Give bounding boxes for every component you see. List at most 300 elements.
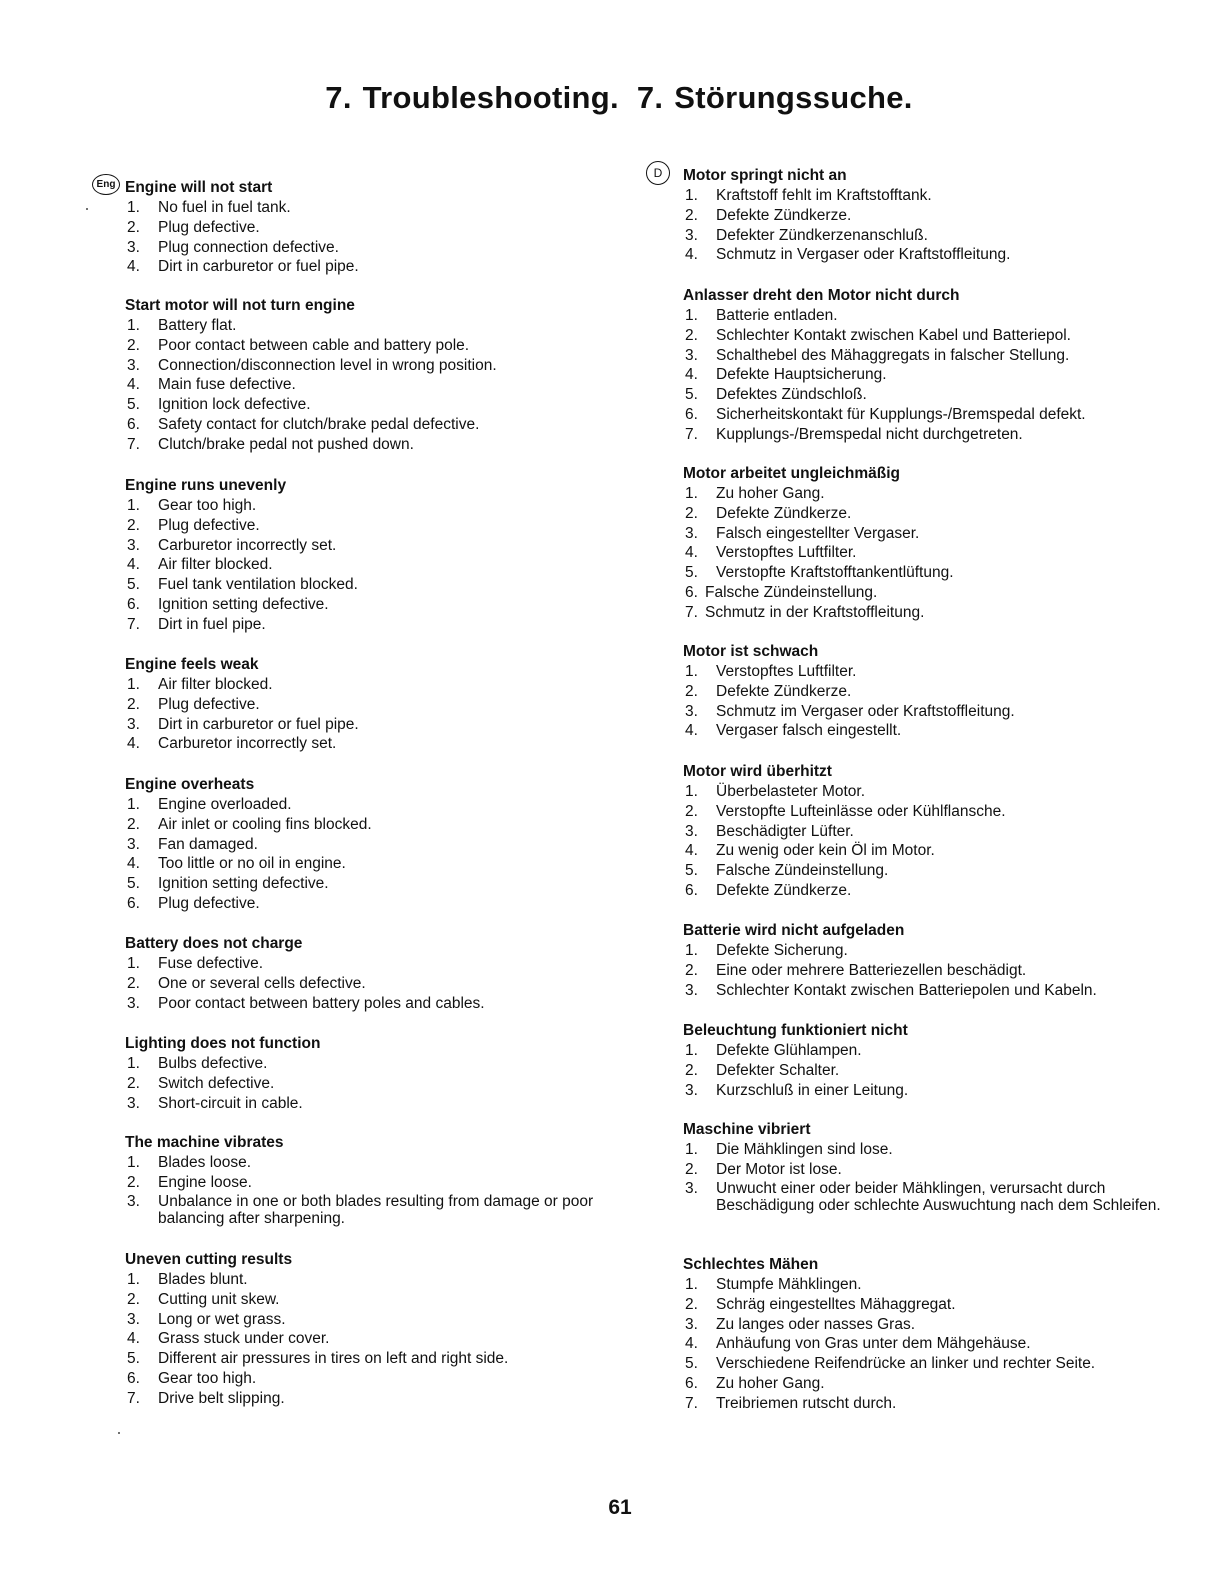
item-number: 3.: [127, 238, 140, 256]
item-number: 1.: [685, 1276, 698, 1293]
item-text: Air filter blocked.: [158, 676, 273, 693]
section-heading: Start motor will not turn engine: [125, 297, 355, 314]
list-item: [125, 516, 625, 536]
list-item: [683, 881, 1173, 901]
item-number: 1.: [685, 1141, 698, 1158]
fault-list: [683, 1275, 1173, 1414]
item-text: Clutch/brake pedal not pushed down.: [158, 435, 414, 453]
list-item: [683, 583, 1173, 603]
item-text: Defekter Schalter.: [716, 1061, 840, 1079]
list-item: [125, 695, 625, 715]
item-number: 4.: [685, 842, 698, 860]
list-item: [125, 795, 625, 815]
item-number: 3.: [127, 994, 140, 1012]
item-number: 3.: [685, 346, 698, 364]
item-text: Long or wet grass.: [158, 1310, 286, 1328]
item-text: Gear too high.: [158, 1369, 257, 1387]
item-number: 6.: [127, 595, 140, 613]
item-number: 4.: [127, 376, 140, 394]
item-number: 2.: [685, 504, 698, 522]
list-item: [125, 356, 625, 376]
item-text: Verschiedene Reifendrücke an linker und rechter Seite.: [716, 1355, 1096, 1373]
list-item: [125, 555, 625, 575]
german-section: [683, 1021, 1173, 1100]
item-text: Safety contact for clutch/brake pedal defective.: [158, 415, 480, 433]
item-text: Switch defective.: [158, 1074, 275, 1092]
item-number: 2.: [685, 1295, 698, 1313]
section-heading: Batterie wird nicht aufgeladen: [683, 922, 905, 939]
item-number: 3.: [127, 1192, 140, 1210]
item-number: 3.: [685, 1315, 698, 1333]
item-text: Falsch eingestellter Vergaser.: [716, 524, 920, 542]
item-number: 4.: [685, 366, 698, 384]
item-text: Verstopftes Luftfilter.: [716, 663, 857, 680]
list-item: [125, 954, 625, 974]
item-text: Defekte Hauptsicherung.: [716, 366, 887, 384]
item-text: Falsche Zündeinstellung.: [716, 862, 889, 880]
title-english: 7. Troubleshooting.: [325, 80, 619, 115]
item-text: Air inlet or cooling fins blocked.: [158, 815, 372, 833]
list-item: [683, 802, 1173, 822]
item-text: Vergaser falsch eingestellt.: [716, 722, 902, 740]
item-text: Defektes Zündschloß.: [716, 386, 867, 404]
list-item: [683, 961, 1173, 981]
item-text: Die Mähklingen sind lose.: [716, 1141, 893, 1158]
item-text: Defekte Zündkerze.: [716, 504, 852, 522]
list-item: [125, 1153, 625, 1173]
list-item: [683, 226, 1173, 246]
item-number: 1.: [127, 497, 140, 514]
item-text: Schlechter Kontakt zwischen Kabel und Batteriepol.: [716, 326, 1071, 344]
item-number: 2.: [685, 961, 698, 979]
item-text: Defekte Glühlampen.: [716, 1042, 862, 1059]
item-number: 3.: [685, 524, 698, 542]
item-text: Anhäufung von Gras unter dem Mähgehäuse.: [716, 1335, 1031, 1353]
item-number: 7.: [685, 603, 698, 621]
item-text: Defekter Zündkerzenanschluß.: [716, 226, 928, 244]
item-text: Dirt in fuel pipe.: [158, 615, 266, 633]
item-text: Sicherheitskontakt für Kupplungs-/Bremspedal defekt.: [716, 405, 1086, 423]
item-number: 2.: [127, 516, 140, 534]
item-number: 2.: [127, 1074, 140, 1092]
item-number: 5.: [127, 576, 140, 594]
item-number: 1.: [127, 1055, 140, 1072]
item-number: 4.: [685, 722, 698, 740]
section-heading: Anlasser dreht den Motor nicht durch: [683, 287, 960, 304]
item-number: 6.: [685, 1374, 698, 1392]
list-item: [125, 415, 625, 435]
german-section: [683, 166, 1173, 265]
list-item: [125, 1310, 625, 1330]
item-text: Plug defective.: [158, 218, 260, 236]
item-text: Poor contact between cable and battery pole.: [158, 336, 470, 354]
item-number: 1.: [685, 942, 698, 959]
item-number: 4.: [685, 1335, 698, 1353]
item-number: 6.: [685, 881, 698, 899]
item-text: Bulbs defective.: [158, 1055, 268, 1072]
list-item: [125, 1193, 625, 1229]
list-item: [125, 257, 625, 277]
list-item: [683, 346, 1173, 366]
item-text: Too little or no oil in engine.: [158, 855, 346, 873]
list-item: [683, 186, 1173, 206]
german-section: [683, 1120, 1173, 1216]
german-section: [683, 286, 1173, 445]
section-heading: Beleuchtung funktioniert nicht: [683, 1022, 908, 1039]
item-number: 5.: [127, 396, 140, 414]
list-item: [125, 894, 625, 914]
item-number: 1.: [127, 199, 140, 216]
list-item: [683, 1354, 1173, 1374]
item-number: 4.: [685, 544, 698, 562]
item-text: Batterie entladen.: [716, 307, 838, 324]
item-number: 3.: [127, 835, 140, 853]
item-number: 3.: [685, 226, 698, 244]
section-heading: Engine will not start: [125, 179, 273, 196]
item-text: Fuel tank ventilation blocked.: [158, 576, 358, 594]
item-text: Poor contact between battery poles and cables.: [158, 994, 485, 1012]
german-section: [683, 921, 1173, 1000]
item-text: Different air pressures in tires on left and right side.: [158, 1350, 509, 1368]
item-number: 3.: [685, 1179, 698, 1197]
item-text: Carburetor incorrectly set.: [158, 536, 337, 554]
list-item: [683, 1394, 1173, 1414]
list-item: [683, 941, 1173, 961]
list-item: [683, 1374, 1173, 1394]
section-heading: Engine feels weak: [125, 656, 259, 673]
item-text: Überbelasteter Motor.: [716, 783, 866, 800]
item-text: Plug defective.: [158, 894, 260, 912]
item-text: Zu langes oder nasses Gras.: [716, 1315, 916, 1333]
item-text: Gear too high.: [158, 497, 257, 514]
list-item: [125, 615, 625, 635]
list-item: [683, 822, 1173, 842]
list-item: [683, 1061, 1173, 1081]
list-item: [125, 835, 625, 855]
list-item: [683, 306, 1173, 326]
fault-list: [683, 941, 1173, 1000]
list-item: [125, 575, 625, 595]
section-heading: Lighting does not function: [125, 1035, 321, 1052]
item-number: 3.: [685, 822, 698, 840]
item-text: Verstopftes Luftfilter.: [716, 544, 857, 562]
item-text: Schräg eingestelltes Mähaggregat.: [716, 1295, 956, 1313]
item-number: 1.: [127, 676, 140, 693]
item-text: Schmutz in der Kraftstoffleitung.: [705, 603, 925, 621]
list-item: [125, 1329, 625, 1349]
item-number: 2.: [127, 974, 140, 992]
list-item: [683, 563, 1173, 583]
section-heading: Maschine vibriert: [683, 1121, 811, 1138]
item-text: Carburetor incorrectly set.: [158, 735, 337, 753]
item-number: 3.: [685, 702, 698, 720]
english-section: [125, 655, 625, 754]
fault-list: [125, 675, 625, 754]
section-heading: Engine overheats: [125, 776, 255, 793]
section-heading: Motor ist schwach: [683, 643, 819, 660]
item-number: 1.: [127, 955, 140, 972]
item-number: 2.: [685, 1061, 698, 1079]
english-section: [125, 775, 625, 914]
item-number: 7.: [685, 425, 698, 443]
item-number: 3.: [685, 981, 698, 999]
list-item: [125, 536, 625, 556]
item-number: 1.: [127, 1271, 140, 1288]
list-item: [125, 715, 625, 735]
list-item: [683, 326, 1173, 346]
list-item: [683, 504, 1173, 524]
item-text: Battery flat.: [158, 317, 237, 334]
item-number: 6.: [127, 1369, 140, 1387]
list-item: [125, 1173, 625, 1193]
item-text: Connection/disconnection level in wrong position.: [158, 356, 497, 374]
list-item: [683, 782, 1173, 802]
page-number: 61: [608, 1496, 632, 1519]
item-text: Schmutz in Vergaser oder Kraftstoffleitung.: [716, 246, 1011, 264]
list-item: [683, 1160, 1173, 1180]
list-item: [683, 861, 1173, 881]
list-item: [125, 1054, 625, 1074]
print-speck: [86, 208, 88, 210]
german-section: [683, 464, 1173, 623]
list-item: [125, 238, 625, 258]
list-item: [683, 524, 1173, 544]
item-text: Engine loose.: [158, 1173, 252, 1191]
item-text: Fan damaged.: [158, 835, 258, 853]
item-number: 2.: [685, 326, 698, 344]
fault-list: [683, 484, 1173, 623]
item-text: Plug connection defective.: [158, 238, 339, 256]
list-item: [125, 1074, 625, 1094]
list-item: [683, 721, 1173, 741]
list-item: [683, 484, 1173, 504]
list-item: [125, 435, 625, 455]
section-heading: Motor wird überhitzt: [683, 763, 832, 780]
item-text: Ignition setting defective.: [158, 595, 329, 613]
item-number: 1.: [685, 783, 698, 800]
item-text: Defekte Zündkerze.: [716, 682, 852, 700]
list-item: [125, 198, 625, 218]
fault-list: [125, 1153, 625, 1229]
item-text: Schalthebel des Mähaggregats in falscher Stellung.: [716, 346, 1070, 364]
list-item: [683, 841, 1173, 861]
item-number: 3.: [127, 715, 140, 733]
item-number: 7.: [127, 1389, 140, 1407]
item-text: Unwucht einer oder beider Mähklingen, verursacht durch Beschädigung oder schlechte Auswuchtung nach dem Schleifen.: [716, 1179, 1161, 1214]
item-text: Beschädigter Lüfter.: [716, 822, 854, 840]
item-number: 1.: [127, 796, 140, 813]
item-text: Grass stuck under cover.: [158, 1330, 330, 1348]
list-item: [683, 425, 1173, 445]
item-number: 1.: [685, 187, 698, 204]
english-section: [125, 1034, 625, 1113]
page-title: [0, 80, 1220, 116]
title-german: 7. Störungssuche.: [636, 80, 913, 115]
item-number: 2.: [127, 1173, 140, 1191]
item-number: 6.: [685, 405, 698, 423]
german-section: [683, 762, 1173, 901]
list-item: [125, 815, 625, 835]
list-item: [683, 1140, 1173, 1160]
list-item: [683, 1180, 1173, 1216]
item-number: 5.: [127, 875, 140, 893]
item-number: 4.: [685, 246, 698, 264]
list-item: [683, 1315, 1173, 1335]
list-item: [125, 316, 625, 336]
list-item: [683, 682, 1173, 702]
list-item: [125, 874, 625, 894]
item-number: 4.: [127, 556, 140, 574]
list-item: [683, 365, 1173, 385]
item-number: 5.: [685, 1355, 698, 1373]
list-item: [683, 603, 1173, 623]
item-text: Ignition lock defective.: [158, 396, 311, 414]
list-item: [125, 974, 625, 994]
list-item: [125, 675, 625, 695]
fault-list: [683, 1041, 1173, 1100]
item-number: 5.: [127, 1350, 140, 1368]
item-text: Zu hoher Gang.: [716, 485, 825, 502]
item-number: 3.: [685, 1081, 698, 1099]
list-item: [683, 1295, 1173, 1315]
item-text: Zu wenig oder kein Öl im Motor.: [716, 842, 935, 860]
item-text: Fuse defective.: [158, 955, 264, 972]
fault-list: [125, 1270, 625, 1409]
item-text: Plug defective.: [158, 695, 260, 713]
item-text: Blades loose.: [158, 1154, 252, 1171]
fault-list: [125, 795, 625, 914]
list-item: [683, 1334, 1173, 1354]
item-text: Main fuse defective.: [158, 376, 296, 394]
item-text: Eine oder mehrere Batteriezellen beschädigt.: [716, 961, 1027, 979]
list-item: [125, 1349, 625, 1369]
item-number: 2.: [685, 682, 698, 700]
fault-list: [125, 1054, 625, 1113]
item-text: Engine overloaded.: [158, 796, 292, 813]
item-text: Plug defective.: [158, 516, 260, 534]
list-item: [125, 496, 625, 516]
list-item: [683, 385, 1173, 405]
item-number: 5.: [685, 564, 698, 582]
english-section: [125, 934, 625, 1013]
german-section: [683, 642, 1173, 741]
item-text: Zu hoher Gang.: [716, 1374, 825, 1392]
english-section: [125, 1250, 625, 1409]
list-item: [683, 206, 1173, 226]
item-text: Kupplungs-/Bremspedal nicht durchgetreten.: [716, 425, 1023, 443]
item-text: Defekte Zündkerze.: [716, 881, 852, 899]
item-number: 2.: [127, 695, 140, 713]
list-item: [125, 395, 625, 415]
list-item: [125, 854, 625, 874]
item-text: Dirt in carburetor or fuel pipe.: [158, 258, 359, 276]
section-heading: Battery does not charge: [125, 935, 303, 952]
list-item: [125, 1389, 625, 1409]
item-text: Falsche Zündeinstellung.: [705, 583, 878, 601]
item-number: 5.: [685, 862, 698, 880]
item-number: 5.: [685, 386, 698, 404]
list-item: [125, 994, 625, 1014]
item-number: 2.: [127, 336, 140, 354]
item-text: Der Motor ist lose.: [716, 1160, 842, 1178]
section-heading: Engine runs unevenly: [125, 477, 287, 494]
english-section: [125, 476, 625, 635]
item-number: 6.: [685, 583, 698, 601]
list-item: [683, 981, 1173, 1001]
item-text: Verstopfte Lufteinlässe oder Kühlflansche.: [716, 802, 1006, 820]
list-item: [125, 595, 625, 615]
item-text: Kurzschluß in einer Leitung.: [716, 1081, 909, 1099]
section-heading: Uneven cutting results: [125, 1251, 293, 1268]
item-number: 4.: [127, 735, 140, 753]
item-text: Blades blunt.: [158, 1271, 248, 1288]
item-text: One or several cells defective.: [158, 974, 366, 992]
item-number: 3.: [127, 1310, 140, 1328]
list-item: [683, 1041, 1173, 1061]
list-item: [125, 1290, 625, 1310]
list-item: [683, 662, 1173, 682]
list-item: [683, 405, 1173, 425]
item-number: 2.: [685, 206, 698, 224]
item-number: 1.: [685, 307, 698, 324]
fault-list: [683, 662, 1173, 741]
item-text: Schlechter Kontakt zwischen Batteriepolen und Kabeln.: [716, 981, 1097, 999]
fault-list: [683, 782, 1173, 901]
item-text: Cutting unit skew.: [158, 1290, 280, 1308]
item-number: 6.: [127, 415, 140, 433]
item-number: 2.: [127, 1290, 140, 1308]
item-text: Verstopfte Kraftstofftankentlüftung.: [716, 564, 954, 582]
list-item: [125, 1270, 625, 1290]
english-section: [125, 1133, 625, 1229]
german-section: [683, 1255, 1173, 1414]
item-number: 6.: [127, 894, 140, 912]
list-item: [125, 336, 625, 356]
item-number: 7.: [127, 435, 140, 453]
item-number: 4.: [127, 258, 140, 276]
item-number: 2.: [127, 218, 140, 236]
item-number: 7.: [127, 615, 140, 633]
item-text: Unbalance in one or both blades resulting from damage or poor balancing after sharpening.: [158, 1192, 594, 1227]
german-language-icon: D: [646, 161, 670, 185]
item-number: 1.: [127, 317, 140, 334]
list-item: [125, 734, 625, 754]
english-section: [125, 296, 625, 455]
english-section: [125, 178, 625, 277]
fault-list: [125, 954, 625, 1013]
item-text: No fuel in fuel tank.: [158, 199, 291, 216]
item-number: 2.: [685, 802, 698, 820]
item-number: 2.: [127, 815, 140, 833]
item-text: Defekte Zündkerze.: [716, 206, 852, 224]
item-number: 3.: [127, 1094, 140, 1112]
item-number: 3.: [127, 536, 140, 554]
item-number: 1.: [685, 1042, 698, 1059]
item-text: Dirt in carburetor or fuel pipe.: [158, 715, 359, 733]
item-number: 1.: [685, 663, 698, 680]
list-item: [683, 1275, 1173, 1295]
item-number: 7.: [685, 1394, 698, 1412]
item-number: 1.: [685, 485, 698, 502]
list-item: [125, 1369, 625, 1389]
fault-list: [125, 198, 625, 277]
fault-list: [683, 186, 1173, 265]
fault-list: [683, 1140, 1173, 1216]
section-heading: Motor springt nicht an: [683, 167, 847, 184]
section-heading: Schlechtes Mähen: [683, 1256, 819, 1273]
fault-list: [683, 306, 1173, 445]
item-text: Air filter blocked.: [158, 556, 273, 574]
